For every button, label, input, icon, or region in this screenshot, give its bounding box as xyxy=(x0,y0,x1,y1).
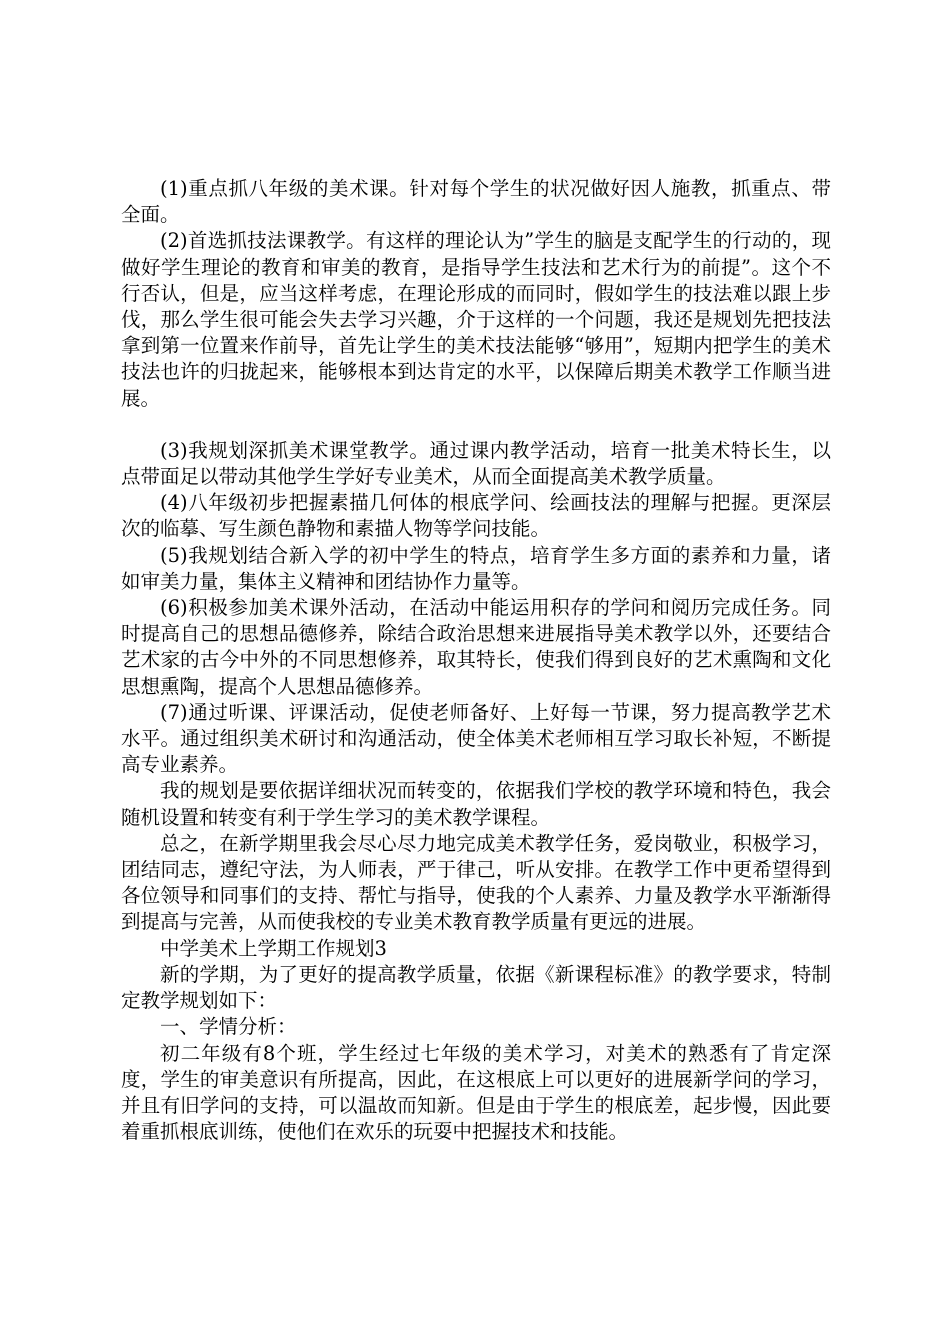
paragraph-item-3: (3)我规划深抓美术课堂教学。通过课内教学活动，培育一批美术特长生，以点带面足以带动其他学生学好专业美术，从而全面提高美术教学质量。 xyxy=(121,438,831,489)
paragraph-plan-change: 我的规划是要依据详细状况而转变的，依据我们学校的教学环境和特色，我会随机设置和转变有利于学生学习的美术教学课程。 xyxy=(121,779,831,829)
section-title: 中学美术上学期工作规划3 xyxy=(160,936,387,960)
paragraph-item-2: (2)首选抓技法课教学。有这样的理论认为”学生的脑是支配学生的行动的，现做好学生理论的教育和审美的教育，是指导学生技法和艺术行为的前提”。这个不行否认，但是，应当这样考虑，在理论形成的而同时，假如学生的技法难以跟上步伐，那么学生很可能会失去学习兴趣，介于这样的一个问题，我还是规划先把技法拿到第一位置来作前导，首先让学生的美术技法能够“够用”，短期内把学生的美术技法也许的归拢起来，能够根本到达肯定的水平，以保障后期美术教学工作顺当进展。 xyxy=(121,229,831,410)
paragraph-item-6: (6)积极参加美术课外活动，在活动中能运用积存的学问和阅历完成任务。同时提高自己的思想品德修养，除结合政治思想来进展指导美术教学以外，还要结合艺术家的古今中外的不同思想修养，取其特长，使我们得到良好的艺术熏陶和文化思想熏陶，提高个人思想品德修养。 xyxy=(121,596,831,698)
document-page xyxy=(121,176,831,1145)
section-heading: 一、学情分析： xyxy=(160,1015,297,1039)
paragraph-intro: 新的学期，为了更好的提高教学质量，依据《新课程标准》的教学要求，特制定教学规划如下： xyxy=(121,962,831,1013)
paragraph-analysis: 初二年级有8个班，学生经过七年级的美术学习，对美术的熟悉有了肯定深度，学生的审美意识有所提高，因此，在这根底上可以更好的进展新学问的学习，并且有旧学问的支持，可以温故而知新。但是由于学生的根底差，起步慢，因此要着重抓根底训练，使他们在欢乐的玩耍中把握技术和技能。 xyxy=(121,1041,831,1144)
paragraph-item-7: (7)通过听课、评课活动，促使老师备好、上好每一节课，努力提高教学艺术水平。通过组织美术研讨和沟通活动，使全体美术老师相互学习取长补短，不断提高专业素养。 xyxy=(121,700,831,777)
paragraph-item-1: (1)重点抓八年级的美术课。针对每个学生的状况做好因人施教，抓重点、带全面。 xyxy=(121,177,831,227)
paragraph-item-4: (4)八年级初步把握素描几何体的根底学问、绘画技法的理解与把握。更深层次的临摹、写生颜色静物和素描人物等学问技能。 xyxy=(121,491,831,541)
paragraph-summary: 总之，在新学期里我会尽心尽力地完成美术教学任务，爱岗敬业，积极学习，团结同志，遵纪守法，为人师表，严于律己，听从安排。在教学工作中更希望得到各位领导和同事们的支持、帮忙与指导，使我的个人素养、力量及教学水平渐渐得到提高与完善，从而使我校的专业美术教育教学质量有更远的进展。 xyxy=(121,831,831,934)
paragraph-item-5: (5)我规划结合新入学的初中学生的特点，培育学生多方面的素养和力量，诸如审美力量，集体主义精神和团结协作力量等。 xyxy=(121,543,831,593)
